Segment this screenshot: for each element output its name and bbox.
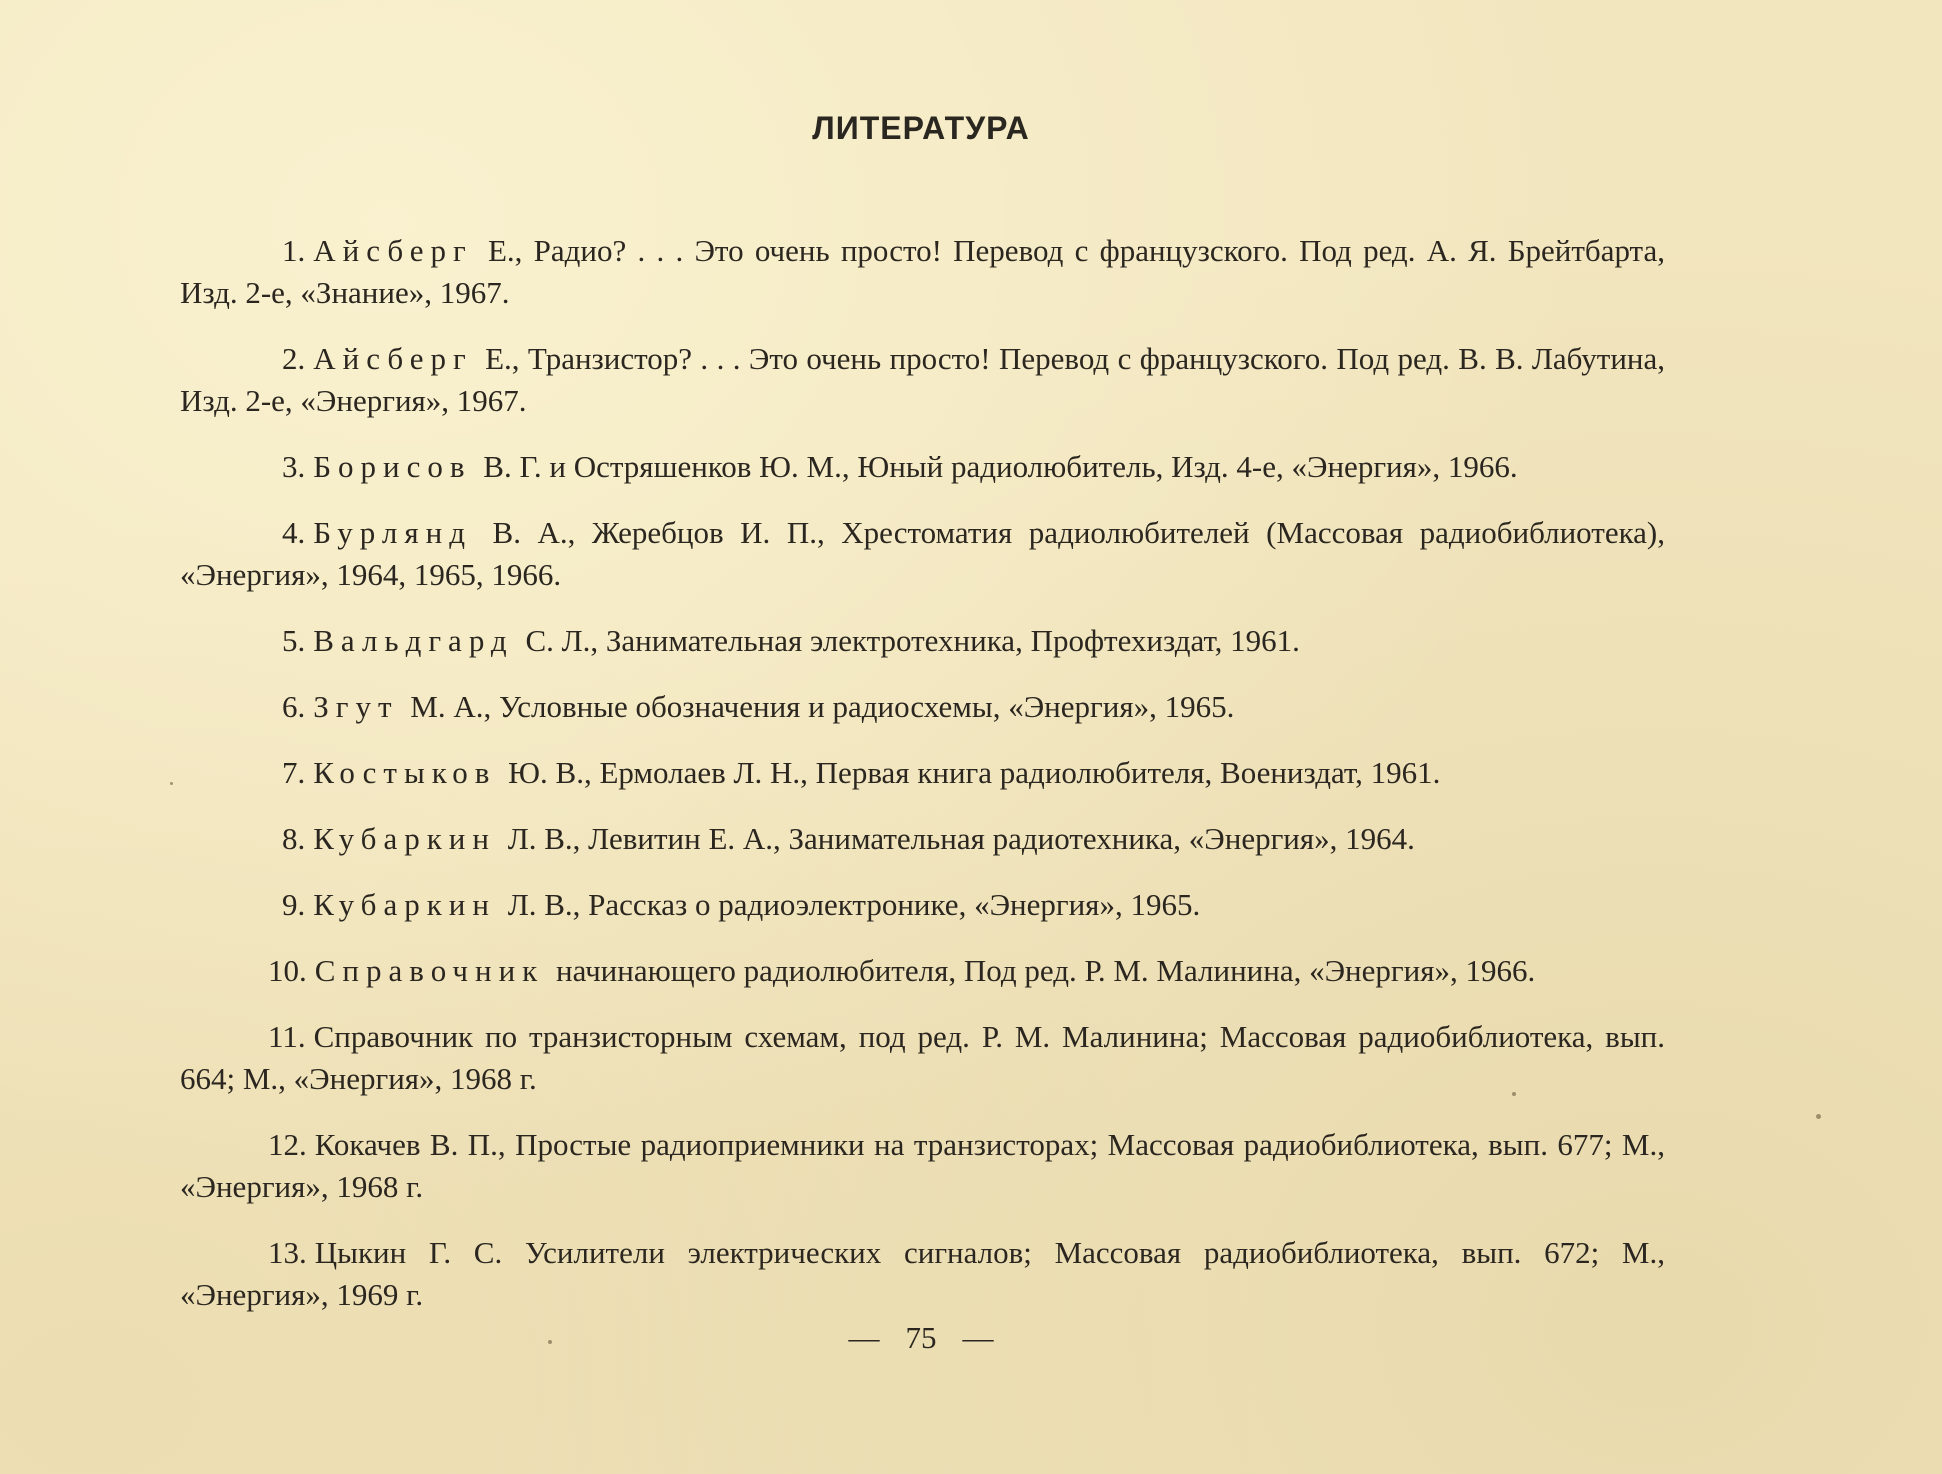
page-number: 75 — [905, 1320, 937, 1355]
reference-author: Справочник — [314, 953, 545, 988]
reference-text: Л. В., Левитин Е. А., Занимательная радиотехника, «Энергия», 1964. — [507, 821, 1415, 856]
reference-number: 1. — [282, 233, 306, 268]
page-title: ЛИТЕРАТУРА — [812, 110, 1030, 146]
reference-author: Борисов — [313, 449, 472, 484]
reference-item-1 — [180, 230, 1665, 314]
reference-list — [180, 230, 1665, 1340]
reference-text: В. Г. и Остряшенков Ю. М., Юный радиолюбитель, Изд. 4-е, «Энергия», 1966. — [483, 449, 1518, 484]
reference-text: В. А., Жеребцов И. П., Хрестоматия радиолюбителей (Массовая радиобиблиотека), «Энергия», 1964, 1965, 1966. — [180, 515, 1665, 592]
reference-author: Бурлянд — [313, 515, 472, 550]
reference-text: начинающего радиолюбителя, Под ред. Р. М. Малинина, «Энергия», 1966. — [555, 953, 1536, 988]
reference-author: Костыков — [313, 755, 497, 790]
paper-speck — [1512, 1092, 1516, 1096]
dash-left: — — [848, 1320, 880, 1355]
reference-item-4 — [180, 512, 1665, 596]
reference-number: 10. — [268, 953, 307, 988]
reference-item-7 — [180, 752, 1665, 794]
reference-text: Ю. В., Ермолаев Л. Н., Первая книга радиолюбителя, Воениздат, 1961. — [508, 755, 1441, 790]
reference-item-5 — [180, 620, 1665, 662]
reference-item-8 — [180, 818, 1665, 860]
reference-item-3 — [180, 446, 1665, 488]
reference-number: 12. — [268, 1127, 307, 1162]
reference-number: 5. — [282, 623, 306, 658]
paper-speck — [548, 1340, 552, 1344]
reference-text: Цыкин Г. С. Усилители электрических сигналов; Массовая радиобиблиотека, вып. 672; М., «Энергия», 1969 г. — [180, 1235, 1665, 1312]
reference-item-6 — [180, 686, 1665, 728]
reference-author: Вальдгард — [313, 623, 514, 658]
reference-item-2 — [180, 338, 1665, 422]
reference-number: 7. — [282, 755, 306, 790]
paper-speck — [1816, 1114, 1821, 1119]
reference-item-9 — [180, 884, 1665, 926]
reference-author: Кубаркин — [313, 821, 496, 856]
reference-number: 9. — [282, 887, 306, 922]
reference-text: Е., Радио? . . . Это очень просто! Перевод с французского. Под ред. А. Я. Брейтбарта, Изд. 2-е, «Знание», 1967. — [180, 233, 1665, 310]
reference-text: Кокачев В. П., Простые радиоприемники на транзисторах; Массовая радиобиблиотека, вып. 677; М., «Энергия», 1968 г. — [180, 1127, 1665, 1204]
reference-item-10 — [180, 950, 1665, 992]
reference-author: Кубаркин — [313, 887, 496, 922]
reference-text: С. Л., Занимательная электротехника, Профтехиздат, 1961. — [525, 623, 1300, 658]
reference-item-13 — [180, 1232, 1665, 1316]
page-number-line — [0, 1320, 1842, 1356]
reference-text: Справочник по транзисторным схемам, под ред. Р. М. Малинина; Массовая радиобиблиотека, вып. 664; М., «Энергия», 1968 г. — [180, 1019, 1665, 1096]
reference-text: Л. В., Рассказ о радиоэлектронике, «Энергия», 1965. — [507, 887, 1201, 922]
reference-number: 3. — [282, 449, 306, 484]
reference-number: 8. — [282, 821, 306, 856]
paper-speck — [170, 782, 173, 785]
reference-text: М. А., Условные обозначения и радиосхемы, «Энергия», 1965. — [410, 689, 1235, 724]
reference-number: 2. — [282, 341, 306, 376]
reference-number: 6. — [282, 689, 306, 724]
dash-right: — — [962, 1320, 994, 1355]
reference-text: Е., Транзистор? . . . Это очень просто! Перевод с французского. Под ред. В. В. Лабутина, Изд. 2-е, «Энергия», 1967. — [180, 341, 1666, 418]
reference-item-12 — [180, 1124, 1665, 1208]
reference-author: Айсберг — [313, 233, 473, 268]
reference-number: 11. — [268, 1019, 306, 1054]
reference-number: 13. — [268, 1235, 307, 1270]
reference-author: Айсберг — [313, 341, 473, 376]
reference-item-11 — [180, 1016, 1665, 1100]
reference-author: Згут — [313, 689, 399, 724]
reference-number: 4. — [282, 515, 306, 550]
